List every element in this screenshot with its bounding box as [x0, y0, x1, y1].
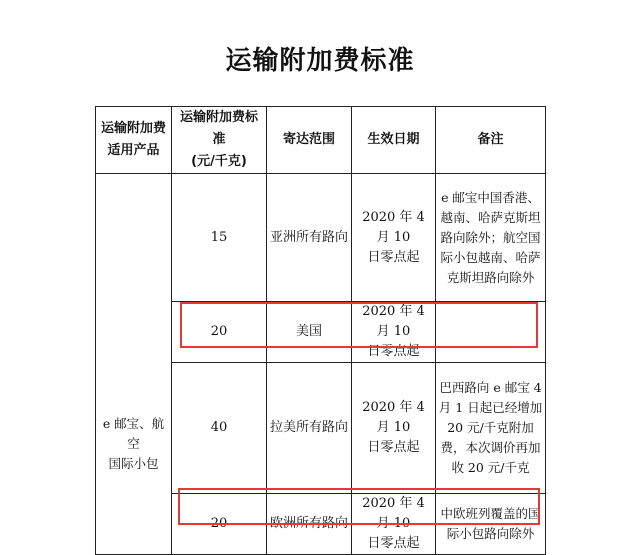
date-line1: 2020 年 4 月 10 [362, 209, 425, 245]
date-cell [352, 302, 436, 363]
scope-cell: 拉美所有路向 [267, 363, 352, 494]
table-header-row [96, 107, 546, 174]
document-title: 运输附加费标准 [225, 46, 415, 76]
product-line1: e 邮宝、航空 [102, 416, 165, 451]
header-rate-line1: 运输附加费标准 [179, 110, 258, 147]
header-date: 生效日期 [352, 107, 436, 174]
table-row [96, 174, 546, 302]
product-cell [96, 174, 172, 555]
scope-cell: 美国 [267, 302, 352, 363]
rate-cell: 15 [172, 174, 267, 302]
note-cell: 巴西路向 e 邮宝 4 月 1 日起已经增加 20 元/千克附加费，本次调价再加收 20 元/千克 [436, 363, 546, 494]
header-product [96, 107, 172, 174]
scope-cell: 亚洲所有路向 [267, 174, 352, 302]
date-line1: 2020 年 4 月 10 [362, 304, 425, 339]
scope-cell: 欧洲所有路向 [267, 494, 352, 555]
date-cell [352, 494, 436, 555]
note-cell: e 邮宝中国香港、越南、哈萨克斯坦路向除外；航空国际小包越南、哈萨克斯坦路向除外 [436, 174, 546, 302]
rate-cell: 20 [172, 494, 267, 555]
header-note: 备注 [436, 107, 546, 174]
product-line2: 国际小包 [108, 456, 159, 471]
header-product-line2: 适用产品 [107, 143, 160, 158]
rate-cell: 40 [172, 363, 267, 494]
rate-cell: 20 [172, 302, 267, 363]
date-line1: 2020 年 4 月 10 [362, 400, 425, 435]
date-line1: 2020 年 4 月 10 [362, 496, 425, 531]
date-cell [352, 174, 436, 302]
header-rate [172, 107, 267, 174]
header-rate-line2: (元/千克) [191, 154, 247, 169]
header-scope: 寄达范围 [267, 107, 352, 174]
date-line2: 日零点起 [367, 440, 420, 455]
date-line2: 日零点起 [367, 249, 420, 265]
date-line2: 日零点起 [367, 344, 420, 359]
surcharge-table [95, 106, 546, 555]
date-line2: 日零点起 [367, 536, 420, 551]
header-product-line1: 运输附加费 [100, 121, 166, 136]
note-cell [436, 302, 546, 363]
date-cell [352, 363, 436, 494]
note-cell: 中欧班列覆盖的国际小包路向除外 [436, 494, 546, 555]
